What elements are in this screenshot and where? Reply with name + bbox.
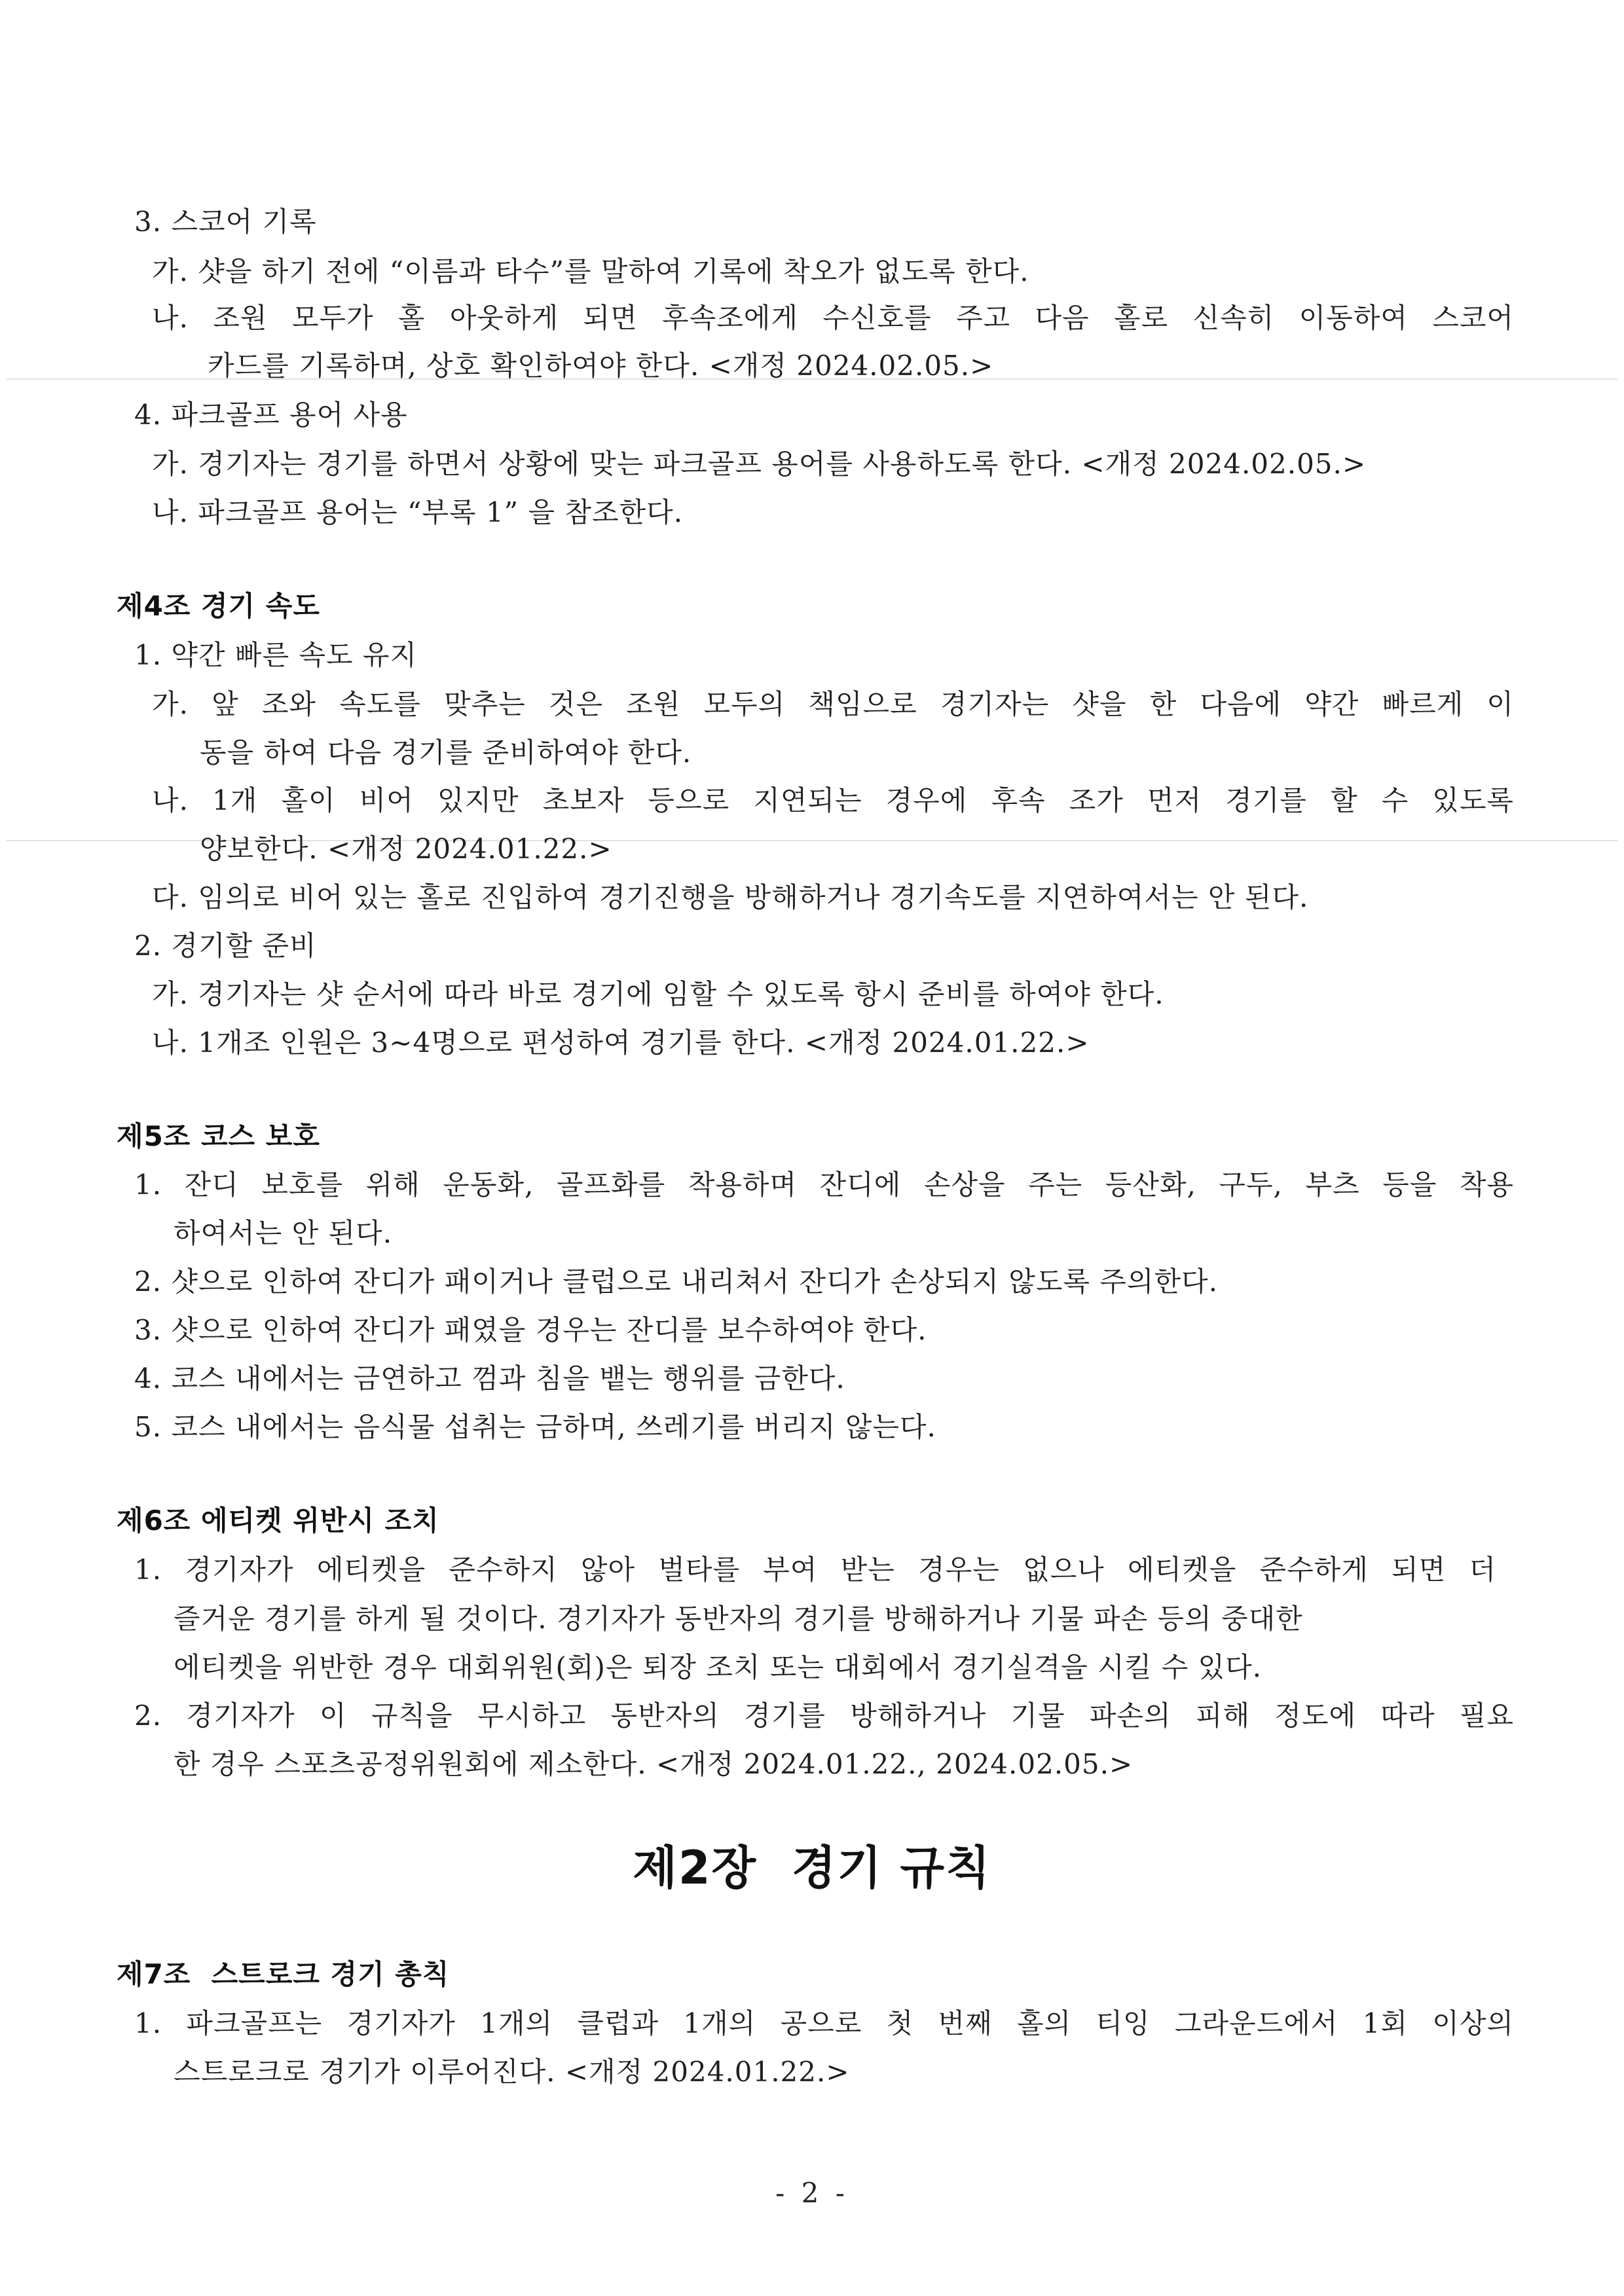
art4-item-1-da: 다. 임의로 비어 있는 홀로 진입하여 경기진행을 방해하거나 경기속도를 지연하여서는 안 된다.: [152, 881, 1309, 913]
article-4-heading: 제4조 경기 속도: [117, 590, 320, 622]
art4-item-1: 1. 약간 빠른 속도 유지: [134, 639, 418, 671]
art4-item-1-na-cont: 양보한다. <개정 2024.01.22.>: [200, 833, 612, 865]
art4-item-2-ga: 가. 경기자는 샷 순서에 따라 바로 경기에 임할 수 있도록 항시 준비를 하여야 한다.: [152, 978, 1164, 1010]
art5-item-3: 3. 샷으로 인하여 잔디가 패였을 경우는 잔디를 보수하여야 한다.: [134, 1314, 927, 1346]
art5-item-4: 4. 코스 내에서는 금연하고 껌과 침을 뱉는 행위를 금한다.: [134, 1362, 845, 1394]
article-5-heading: 제5조 코스 보호: [117, 1120, 320, 1152]
art5-item-2: 2. 샷으로 인하여 잔디가 패이거나 클럽으로 내리쳐서 잔디가 손상되지 않도록 주의한다.: [134, 1266, 1218, 1298]
item-4-na: 나. 파크골프 용어는 “부록 1” 을 참조한다.: [152, 496, 684, 528]
art6-item-2-cont: 한 경우 스포츠공정위원회에 제소한다. <개정 2024.01.22., 2024.02.05.>: [174, 1748, 1134, 1780]
item-3-ga: 가. 샷을 하기 전에 “이름과 타수”를 말하여 기록에 착오가 없도록 한다.: [152, 255, 1029, 287]
art4-item-1-ga-cont: 동을 하여 다음 경기를 준비하여야 한다.: [200, 737, 692, 769]
art5-item-1-cont: 하여서는 안 된다.: [174, 1217, 393, 1249]
item-4-ga: 가. 경기자는 경기를 하면서 상황에 맞는 파크골프 용어를 사용하도록 한다. <개정 2024.02.05.>: [152, 448, 1367, 480]
art4-item-1-ga: 가. 앞 조와 속도를 맞추는 것은 조원 모두의 책임으로 경기자는 샷을 한 다음에 약간 빠르게 이: [152, 688, 1514, 720]
item-4-park-golf-terms: 4. 파크골프 용어 사용: [134, 399, 408, 431]
art4-item-2-na: 나. 1개조 인원은 3∼4명으로 편성하여 경기를 한다. <개정 2024.01.22.>: [152, 1027, 1090, 1059]
art7-item-1-cont: 스트로크로 경기가 이루어진다. <개정 2024.01.22.>: [174, 2056, 850, 2088]
article-7-heading: 제7조 스트로크 경기 총칙: [117, 1958, 450, 1990]
art6-item-1-cont-2: 에티켓을 위반한 경우 대회위원(회)은 퇴장 조치 또는 대회에서 경기실격을 시킬 수 있다.: [174, 1651, 1263, 1683]
item-3-na: 나. 조원 모두가 홀 아웃하게 되면 후속조에게 수신호를 주고 다음 홀로 신속히 이동하여 스코어: [152, 302, 1514, 334]
art6-item-1-cont-1: 즐거운 경기를 하게 될 것이다. 경기자가 동반자의 경기를 방해하거나 기물 파손 등의 중대한: [174, 1603, 1303, 1635]
item-3-na-cont: 카드를 기록하며, 상호 확인하여야 한다. <개정 2024.02.05.>: [208, 350, 994, 382]
page-number: - 2 -: [775, 2177, 849, 2209]
art4-item-1-na: 나. 1개 홀이 비어 있지만 초보자 등으로 지연되는 경우에 후속 조가 먼저 경기를 할 수 있도록: [152, 784, 1514, 816]
article-6-heading: 제6조 에티켓 위반시 조치: [117, 1504, 439, 1537]
art7-item-1: 1. 파크골프는 경기자가 1개의 클럽과 1개의 공으로 첫 번째 홀의 티잉 그라운드에서 1회 이상의: [134, 2007, 1514, 2039]
art6-item-1: 1. 경기자가 에티켓을 준수하지 않아 벌타를 부여 받는 경우는 없으나 에티켓을 준수하게 되면 더: [134, 1554, 1496, 1586]
item-3-score-record: 3. 스코어 기록: [134, 206, 317, 238]
art4-item-2: 2. 경기할 준비: [134, 930, 317, 962]
chapter-2-title: 제2장 경기 규칙: [633, 1841, 991, 1895]
art6-item-2: 2. 경기자가 이 규칙을 무시하고 동반자의 경기를 방해하거나 기물 파손의 피해 정도에 따라 필요: [134, 1700, 1514, 1732]
art5-item-5: 5. 코스 내에서는 음식물 섭취는 금하며, 쓰레기를 버리지 않는다.: [134, 1411, 936, 1443]
art5-item-1: 1. 잔디 보호를 위해 운동화, 골프화를 착용하며 잔디에 손상을 주는 등산화, 구두, 부츠 등을 착용: [134, 1169, 1514, 1201]
